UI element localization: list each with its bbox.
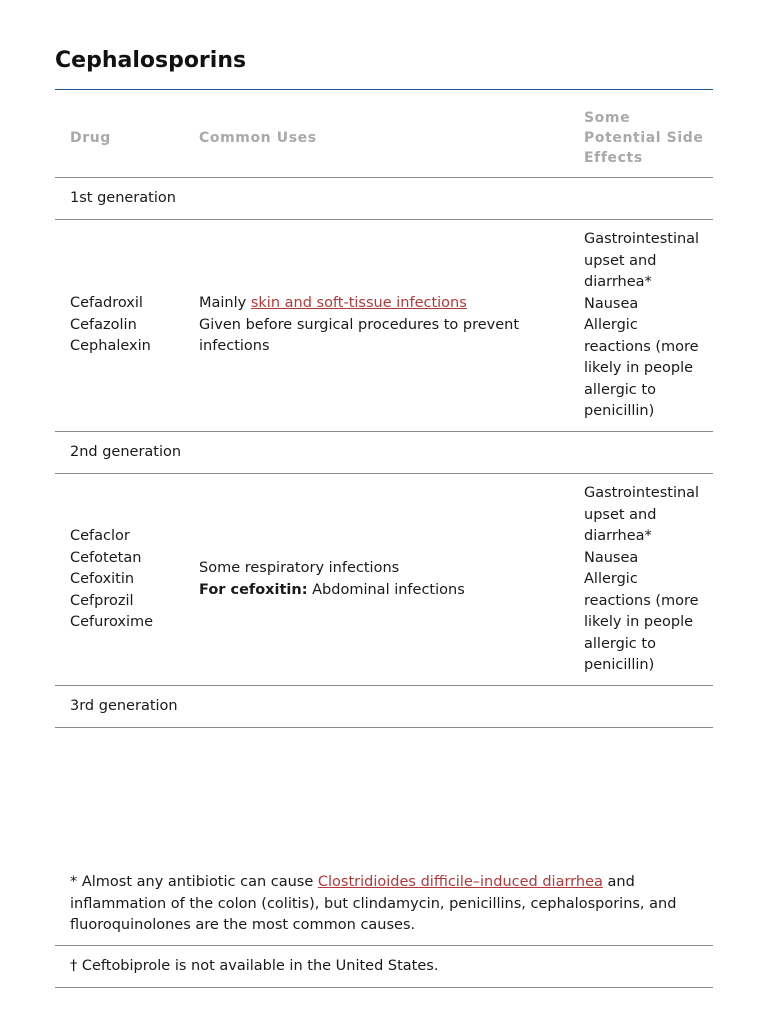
side-effect-line: Gastrointestinal (584, 231, 700, 247)
side-effect-line: Allergic (584, 317, 638, 333)
footnote-prefix: * Almost any antibiotic can cause (70, 874, 318, 890)
side-effect-line: likely in people (584, 360, 694, 376)
drug-list-first (70, 293, 151, 358)
uses-bold-label: For cefoxitin: (199, 581, 308, 598)
row-divider (55, 685, 713, 686)
side-effect-line: diarrhea* (584, 274, 652, 290)
drug-name: Cefprozil (70, 592, 134, 609)
page-title: Cephalosporins (55, 48, 247, 73)
side-effect-line: upset and (584, 506, 657, 523)
title-divider (55, 89, 713, 90)
drug-name: Cefoxitin (70, 571, 135, 587)
side-effect-line: allergic to (584, 381, 656, 398)
header-common-uses: Common Uses (199, 130, 317, 146)
side-effect-line: penicillin) (584, 657, 655, 673)
skin-infections-link[interactable]: skin and soft-tissue infections (250, 295, 467, 311)
drug-name: Cefazolin (70, 316, 137, 333)
footnote-line: fluoroquinolones are the most common causes. (70, 917, 416, 933)
row-divider (55, 219, 713, 220)
row-divider (55, 431, 713, 432)
drug-name: Cefaclor (70, 528, 130, 544)
footnote-line (70, 872, 676, 894)
side-effects-second (584, 483, 699, 677)
c-difficile-link[interactable]: Clostridioides difficile–induced diarrhea (317, 874, 603, 890)
row-divider (55, 473, 713, 474)
uses-line (199, 580, 465, 602)
header-drug: Drug (70, 130, 111, 146)
side-effect-line: Nausea (584, 549, 639, 566)
uses-line (199, 293, 519, 315)
footnote-line: inflammation of the colon (colitis), but clindamycin, penicillins, cephalosporins, and (70, 895, 677, 912)
footnote-ceftobiprole: † Ceftobiprole is not available in the United States. (70, 958, 439, 974)
row-divider (55, 177, 713, 178)
uses-line: Some respiratory infections (199, 560, 400, 576)
side-effect-line: Allergic (584, 571, 638, 587)
uses-line: infections (199, 338, 270, 354)
uses-line: Given before surgical procedures to prevent (199, 316, 520, 333)
side-effect-line: upset and (584, 252, 657, 269)
side-effect-line: Nausea (584, 295, 639, 312)
side-effect-line: likely in people (584, 614, 694, 630)
side-effects-first (584, 229, 699, 423)
side-effect-line: diarrhea* (584, 528, 652, 544)
generation-label-third: 3rd generation (70, 698, 178, 714)
header-side-effects-line: Effects (584, 150, 643, 166)
side-effect-line: penicillin) (584, 403, 655, 419)
drug-name: Cefadroxil (70, 295, 143, 311)
side-effect-line: reactions (more (584, 592, 699, 609)
drug-name: Cephalexin (70, 338, 151, 354)
header-side-effects-line: Some (584, 110, 631, 126)
footnote-diarrhea (70, 872, 676, 937)
uses-prefix: Mainly (199, 295, 251, 311)
drug-name: Cefotetan (70, 549, 142, 566)
footnote-divider (55, 945, 713, 946)
generation-label-first: 1st generation (70, 190, 176, 206)
common-uses-first (199, 293, 519, 358)
side-effect-line: Gastrointestinal (584, 485, 700, 501)
generation-label-second: 2nd generation (70, 444, 182, 460)
footnote-suffix: and (602, 874, 635, 890)
side-effect-line: allergic to (584, 635, 656, 652)
footnote-divider (55, 987, 713, 988)
row-divider (55, 727, 713, 728)
header-side-effects (584, 108, 703, 168)
drug-list-second (70, 526, 153, 634)
uses-rest: Abdominal infections (307, 581, 465, 598)
drug-name: Cefuroxime (70, 614, 154, 630)
common-uses-second (199, 558, 465, 601)
header-side-effects-line: Potential Side (584, 130, 704, 146)
side-effect-line: reactions (more (584, 338, 699, 355)
